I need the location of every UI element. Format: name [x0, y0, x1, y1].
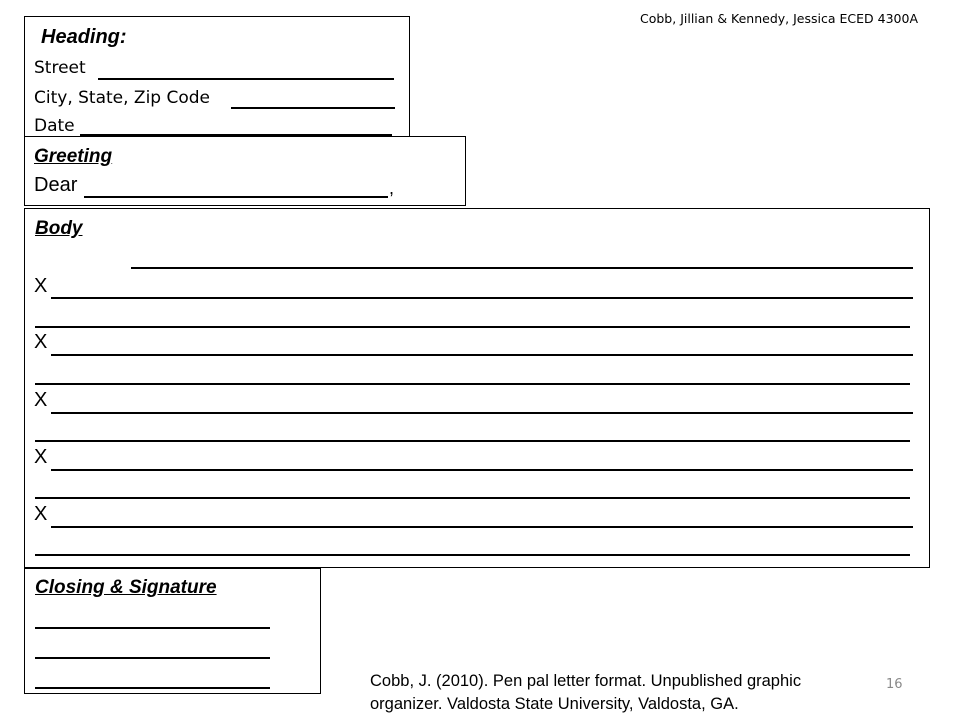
closing-title: Closing & Signature [35, 577, 217, 598]
closing-line-2 [35, 657, 270, 659]
body-line-1 [131, 267, 913, 269]
body-marker-2: X [34, 331, 48, 353]
body-line-10 [51, 526, 913, 528]
street-line [98, 78, 394, 80]
body-line-9 [35, 497, 910, 499]
body-marker-5: X [34, 503, 48, 525]
body-line-3 [35, 326, 910, 328]
body-line-11 [35, 554, 910, 556]
closing-line-1 [35, 627, 270, 629]
dear-line [84, 196, 388, 198]
body-marker-3: X [34, 389, 48, 411]
greeting-title: Greeting [34, 146, 113, 167]
body-line-2 [51, 297, 913, 299]
citation-line-2: organizer. Valdosta State University, Valdosta, GA. [370, 695, 739, 713]
body-line-7 [35, 440, 910, 442]
city-state-zip-label: City, State, Zip Code [34, 88, 211, 108]
body-marker-1: X [34, 275, 48, 297]
body-section [24, 208, 930, 568]
body-line-4 [51, 354, 913, 356]
heading-title: Heading: [41, 26, 127, 48]
body-line-5 [35, 383, 910, 385]
page-number: 16 [886, 677, 903, 692]
date-label: Date [34, 116, 75, 136]
closing-line-3 [35, 687, 270, 689]
closing-section [24, 568, 321, 694]
citation-line-1: Cobb, J. (2010). Pen pal letter format. Unpublished graphic [370, 672, 802, 690]
heading-section [24, 16, 410, 146]
greeting-section [24, 136, 466, 206]
dear-comma: , [389, 178, 395, 198]
body-marker-4: X [34, 446, 48, 468]
body-line-8 [51, 469, 913, 471]
author-credit: Cobb, Jillian & Kennedy, Jessica ECED 4300A [640, 11, 918, 26]
city-state-zip-line [231, 107, 395, 109]
street-label: Street [34, 58, 86, 78]
body-title: Body [35, 218, 83, 239]
dear-label: Dear [34, 174, 78, 196]
body-line-6 [51, 412, 913, 414]
